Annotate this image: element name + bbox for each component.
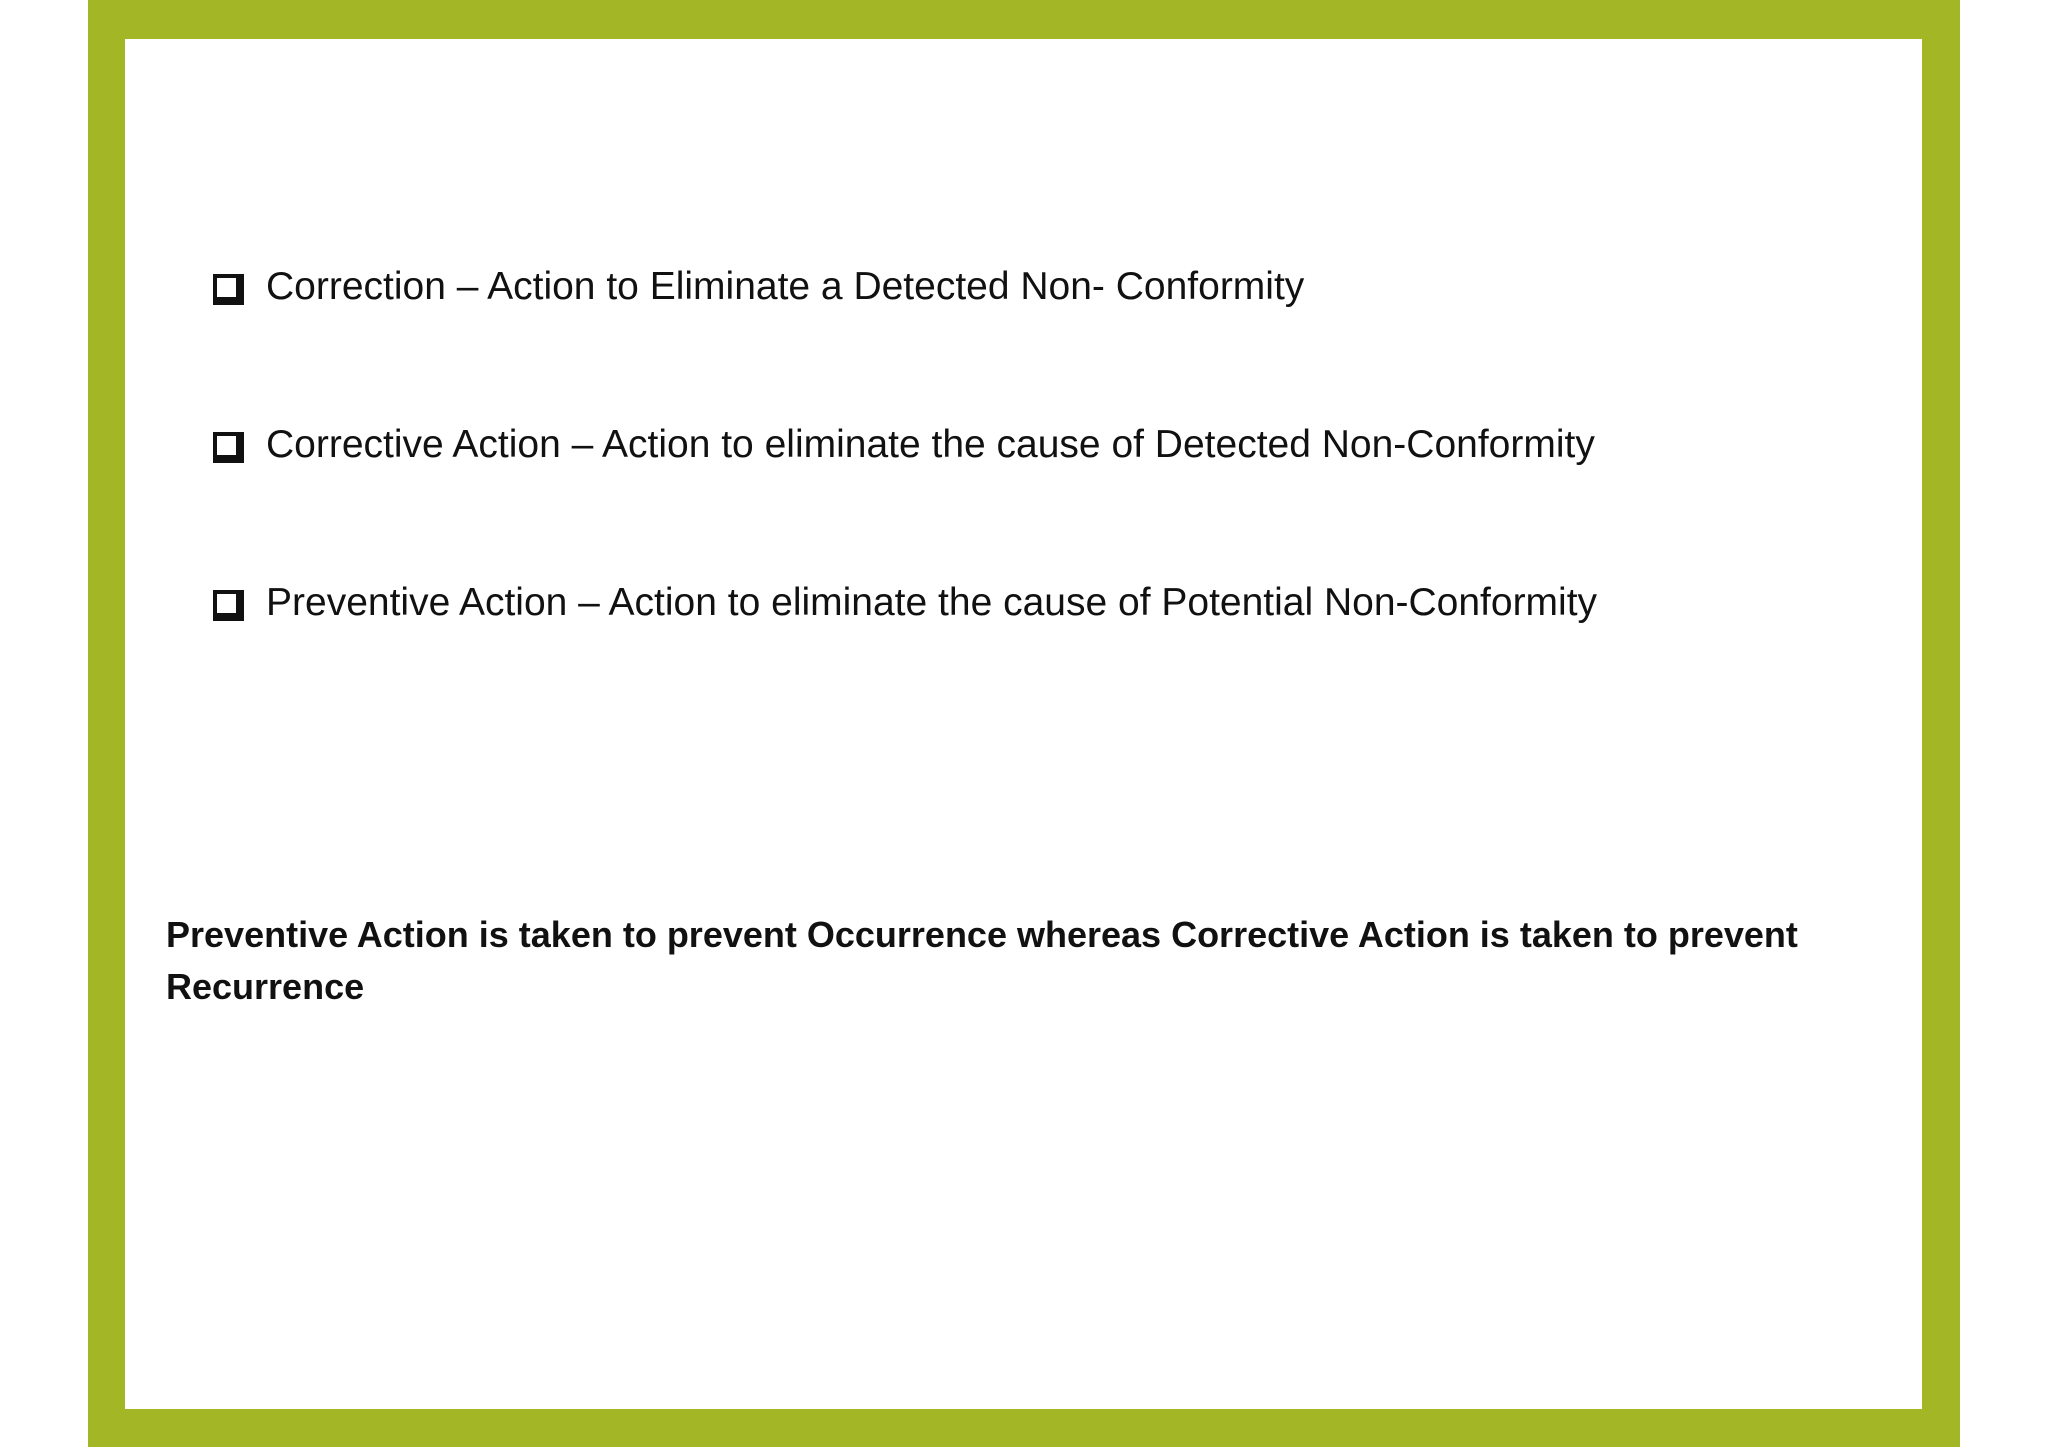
list-item-text: Preventive Action – Action to eliminate the cause of Potential Non-Conformity — [266, 581, 1598, 624]
checkbox-icon — [213, 590, 244, 621]
slide-content — [125, 39, 1922, 1409]
checkbox-icon — [213, 432, 244, 463]
summary-statement: Preventive Action is taken to prevent Occurrence whereas Corrective Action is taken to prevent Recurrence — [166, 914, 1798, 1007]
checkbox-icon — [213, 274, 244, 305]
list-item-text: Correction – Action to Eliminate a Detected Non- Conformity — [266, 265, 1305, 308]
list-item-text: Corrective Action – Action to eliminate the cause of Detected Non-Conformity — [266, 423, 1595, 466]
